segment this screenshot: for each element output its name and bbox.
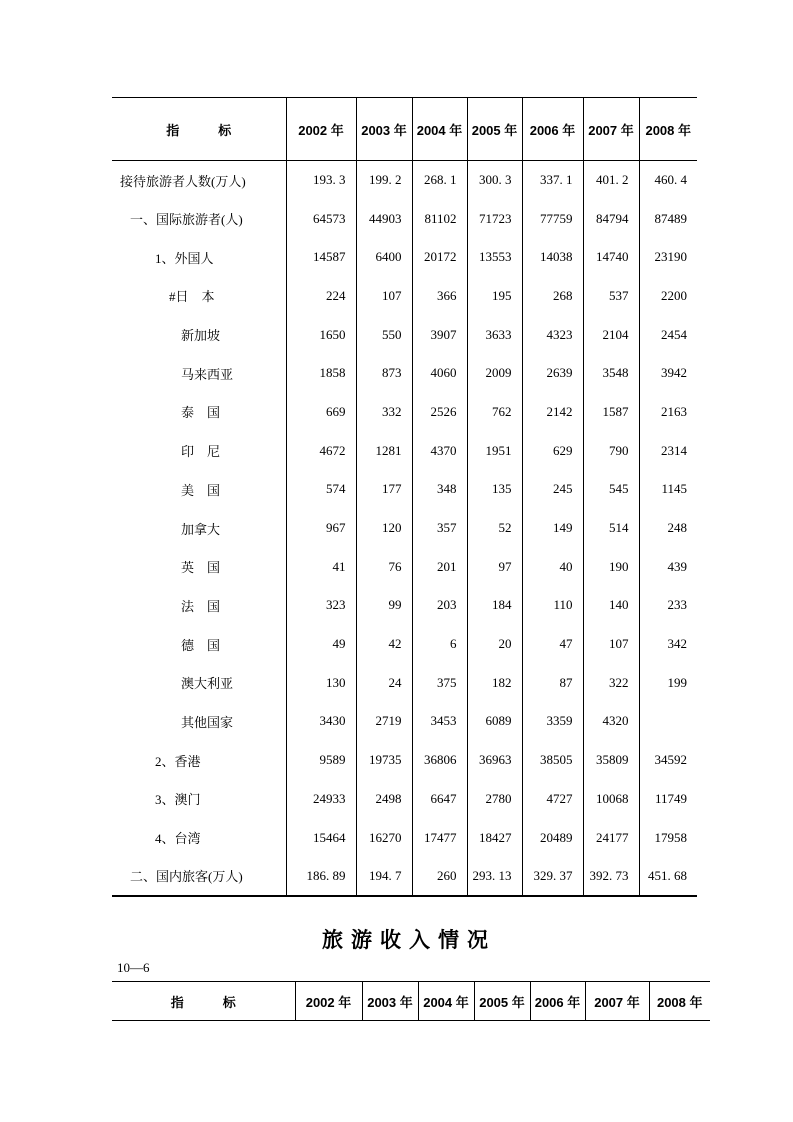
- cell-value: 2104: [583, 315, 639, 354]
- cell-value: 268. 1: [412, 161, 467, 200]
- year-column-header: 2002 年: [295, 982, 362, 1021]
- table-row: [112, 277, 697, 316]
- table-row: [112, 663, 697, 702]
- cell-value: 23190: [639, 238, 697, 277]
- cell-value: 337. 1: [522, 161, 583, 200]
- revenue-table-header-row: [112, 982, 710, 1021]
- row-label: 3、澳门: [155, 792, 201, 808]
- cell-value: 537: [583, 277, 639, 316]
- cell-value: 1858: [286, 354, 356, 393]
- cell-value: 762: [467, 393, 522, 432]
- cell-value: 77759: [522, 199, 583, 238]
- table-row: [112, 354, 697, 393]
- cell-value: 4727: [522, 780, 583, 819]
- cell-value: 2314: [639, 431, 697, 470]
- year-column-header: 2005 年: [474, 982, 530, 1021]
- tourism-revenue-table: [112, 981, 710, 1021]
- table-row: [112, 818, 697, 857]
- cell-value: 293. 13: [467, 857, 522, 896]
- row-label: 加拿大: [181, 521, 221, 537]
- table-row: [112, 586, 697, 625]
- year-column-header: 2003 年: [356, 98, 412, 161]
- cell-value: 460. 4: [639, 161, 697, 200]
- cell-value: 2454: [639, 315, 697, 354]
- row-label: 泰 国: [181, 405, 221, 421]
- cell-value: 135: [467, 470, 522, 509]
- cell-value: 194. 7: [356, 857, 412, 896]
- year-column-header: 2008 年: [639, 98, 697, 161]
- cell-value: 348: [412, 470, 467, 509]
- cell-value: 401. 2: [583, 161, 639, 200]
- cell-value: 11749: [639, 780, 697, 819]
- cell-value: 195: [467, 277, 522, 316]
- cell-value: 20489: [522, 818, 583, 857]
- cell-value: 15464: [286, 818, 356, 857]
- cell-value: 76: [356, 547, 412, 586]
- cell-value: 268: [522, 277, 583, 316]
- cell-value: 245: [522, 470, 583, 509]
- cell-value: 545: [583, 470, 639, 509]
- cell-value: 224: [286, 277, 356, 316]
- cell-value: 140: [583, 586, 639, 625]
- cell-value: 3453: [412, 702, 467, 741]
- year-column-header: 2005 年: [467, 98, 522, 161]
- table-row: [112, 315, 697, 354]
- cell-value: 41: [286, 547, 356, 586]
- cell-value: 38505: [522, 741, 583, 780]
- row-label: 新加坡: [181, 328, 221, 344]
- cell-value: 3942: [639, 354, 697, 393]
- cell-value: 182: [467, 663, 522, 702]
- cell-value: 6400: [356, 238, 412, 277]
- cell-value: 99: [356, 586, 412, 625]
- cell-value: 4672: [286, 431, 356, 470]
- cell-value: 323: [286, 586, 356, 625]
- reception-table-body: [112, 161, 697, 896]
- cell-value: 2009: [467, 354, 522, 393]
- cell-value: 20: [467, 625, 522, 664]
- cell-value: 6089: [467, 702, 522, 741]
- cell-value: 177: [356, 470, 412, 509]
- cell-value: 574: [286, 470, 356, 509]
- table-row: [112, 857, 697, 896]
- cell-value: 4060: [412, 354, 467, 393]
- cell-value: 36963: [467, 741, 522, 780]
- cell-value: 366: [412, 277, 467, 316]
- cell-value: 669: [286, 393, 356, 432]
- cell-value: 110: [522, 586, 583, 625]
- year-column-header: 2007 年: [583, 98, 639, 161]
- cell-value: 120: [356, 509, 412, 548]
- cell-value: 375: [412, 663, 467, 702]
- cell-value: 6: [412, 625, 467, 664]
- cell-value: 342: [639, 625, 697, 664]
- indicator-column-header: 指 标: [112, 982, 295, 1021]
- cell-value: 40: [522, 547, 583, 586]
- cell-value: 873: [356, 354, 412, 393]
- cell-value: 4323: [522, 315, 583, 354]
- cell-value: 64573: [286, 199, 356, 238]
- cell-value: 35809: [583, 741, 639, 780]
- row-label: 美 国: [181, 482, 221, 498]
- cell-value: 24177: [583, 818, 639, 857]
- row-label: 马来西亚: [181, 366, 234, 382]
- cell-value: 130: [286, 663, 356, 702]
- cell-value: 2142: [522, 393, 583, 432]
- row-label: #日 本: [169, 289, 215, 305]
- cell-value: 2200: [639, 277, 697, 316]
- cell-value: 3359: [522, 702, 583, 741]
- cell-value: 2639: [522, 354, 583, 393]
- year-column-header: 2006 年: [522, 98, 583, 161]
- cell-value: 2780: [467, 780, 522, 819]
- row-label: 2、香港: [155, 753, 201, 769]
- table-row: [112, 161, 697, 200]
- cell-value: 233: [639, 586, 697, 625]
- cell-value: 18427: [467, 818, 522, 857]
- cell-value: 248: [639, 509, 697, 548]
- table-row: [112, 470, 697, 509]
- cell-value: 107: [356, 277, 412, 316]
- cell-value: 19735: [356, 741, 412, 780]
- row-label: 一、国际旅游者(人): [130, 212, 243, 228]
- cell-value: 42: [356, 625, 412, 664]
- cell-value: 199. 2: [356, 161, 412, 200]
- cell-value: 6647: [412, 780, 467, 819]
- reception-table-header-row: [112, 98, 697, 161]
- cell-value: 14038: [522, 238, 583, 277]
- cell-value: 44903: [356, 199, 412, 238]
- cell-value: 3633: [467, 315, 522, 354]
- row-label: 法 国: [181, 598, 221, 614]
- table-row: [112, 199, 697, 238]
- cell-value: 24: [356, 663, 412, 702]
- cell-value: 97: [467, 547, 522, 586]
- table-row: [112, 509, 697, 548]
- year-column-header: 2004 年: [412, 98, 467, 161]
- cell-value: 4370: [412, 431, 467, 470]
- tourist-reception-table: [112, 97, 697, 897]
- year-column-header: 2006 年: [530, 982, 585, 1021]
- cell-value: 52: [467, 509, 522, 548]
- cell-value: [639, 702, 697, 741]
- cell-value: 87489: [639, 199, 697, 238]
- year-column-header: 2004 年: [418, 982, 474, 1021]
- cell-value: 87: [522, 663, 583, 702]
- cell-value: 550: [356, 315, 412, 354]
- cell-value: 16270: [356, 818, 412, 857]
- cell-value: 17958: [639, 818, 697, 857]
- row-label: 接待旅游者人数(万人): [120, 173, 246, 189]
- year-column-header: 2008 年: [649, 982, 710, 1021]
- cell-value: 36806: [412, 741, 467, 780]
- table-row: [112, 431, 697, 470]
- cell-value: 199: [639, 663, 697, 702]
- row-label: 二、国内旅客(万人): [130, 869, 243, 885]
- cell-value: 17477: [412, 818, 467, 857]
- cell-value: 47: [522, 625, 583, 664]
- cell-value: 20172: [412, 238, 467, 277]
- cell-value: 1650: [286, 315, 356, 354]
- cell-value: 300. 3: [467, 161, 522, 200]
- cell-value: 193. 3: [286, 161, 356, 200]
- row-label: 4、台湾: [155, 831, 201, 847]
- cell-value: 2526: [412, 393, 467, 432]
- cell-value: 190: [583, 547, 639, 586]
- cell-value: 329. 37: [522, 857, 583, 896]
- cell-value: 451. 68: [639, 857, 697, 896]
- table-row: [112, 741, 697, 780]
- cell-value: 24933: [286, 780, 356, 819]
- cell-value: 186. 89: [286, 857, 356, 896]
- cell-value: 2719: [356, 702, 412, 741]
- cell-value: 629: [522, 431, 583, 470]
- indicator-column-header: 指 标: [112, 98, 286, 161]
- cell-value: 1587: [583, 393, 639, 432]
- cell-value: 9589: [286, 741, 356, 780]
- cell-value: 332: [356, 393, 412, 432]
- cell-value: 13553: [467, 238, 522, 277]
- table-row: [112, 625, 697, 664]
- table-code: 10—6: [117, 960, 150, 975]
- cell-value: 2163: [639, 393, 697, 432]
- cell-value: 34592: [639, 741, 697, 780]
- cell-value: 967: [286, 509, 356, 548]
- table-row: [112, 393, 697, 432]
- year-column-header: 2003 年: [362, 982, 418, 1021]
- cell-value: 322: [583, 663, 639, 702]
- cell-value: 2498: [356, 780, 412, 819]
- table-row: [112, 702, 697, 741]
- cell-value: 10068: [583, 780, 639, 819]
- cell-value: 514: [583, 509, 639, 548]
- cell-value: 1951: [467, 431, 522, 470]
- cell-value: 1145: [639, 470, 697, 509]
- row-label: 澳大利亚: [181, 676, 234, 692]
- section-title: 旅游收入情况: [322, 929, 496, 952]
- table-row: [112, 238, 697, 277]
- row-label: 德 国: [181, 637, 221, 653]
- table-row: [112, 780, 697, 819]
- cell-value: 203: [412, 586, 467, 625]
- cell-value: 4320: [583, 702, 639, 741]
- cell-value: 3907: [412, 315, 467, 354]
- cell-value: 201: [412, 547, 467, 586]
- cell-value: 14587: [286, 238, 356, 277]
- row-label: 其他国家: [181, 714, 234, 730]
- cell-value: 49: [286, 625, 356, 664]
- cell-value: 71723: [467, 199, 522, 238]
- row-label: 1、外国人: [155, 250, 214, 266]
- cell-value: 107: [583, 625, 639, 664]
- cell-value: 81102: [412, 199, 467, 238]
- cell-value: 439: [639, 547, 697, 586]
- cell-value: 3430: [286, 702, 356, 741]
- cell-value: 3548: [583, 354, 639, 393]
- row-label: 英 国: [181, 560, 221, 576]
- cell-value: 184: [467, 586, 522, 625]
- cell-value: 260: [412, 857, 467, 896]
- cell-value: 790: [583, 431, 639, 470]
- cell-value: 1281: [356, 431, 412, 470]
- table-row: [112, 547, 697, 586]
- cell-value: 14740: [583, 238, 639, 277]
- cell-value: 357: [412, 509, 467, 548]
- cell-value: 149: [522, 509, 583, 548]
- year-column-header: 2002 年: [286, 98, 356, 161]
- year-column-header: 2007 年: [585, 982, 649, 1021]
- cell-value: 84794: [583, 199, 639, 238]
- row-label: 印 尼: [181, 444, 221, 460]
- cell-value: 392. 73: [583, 857, 639, 896]
